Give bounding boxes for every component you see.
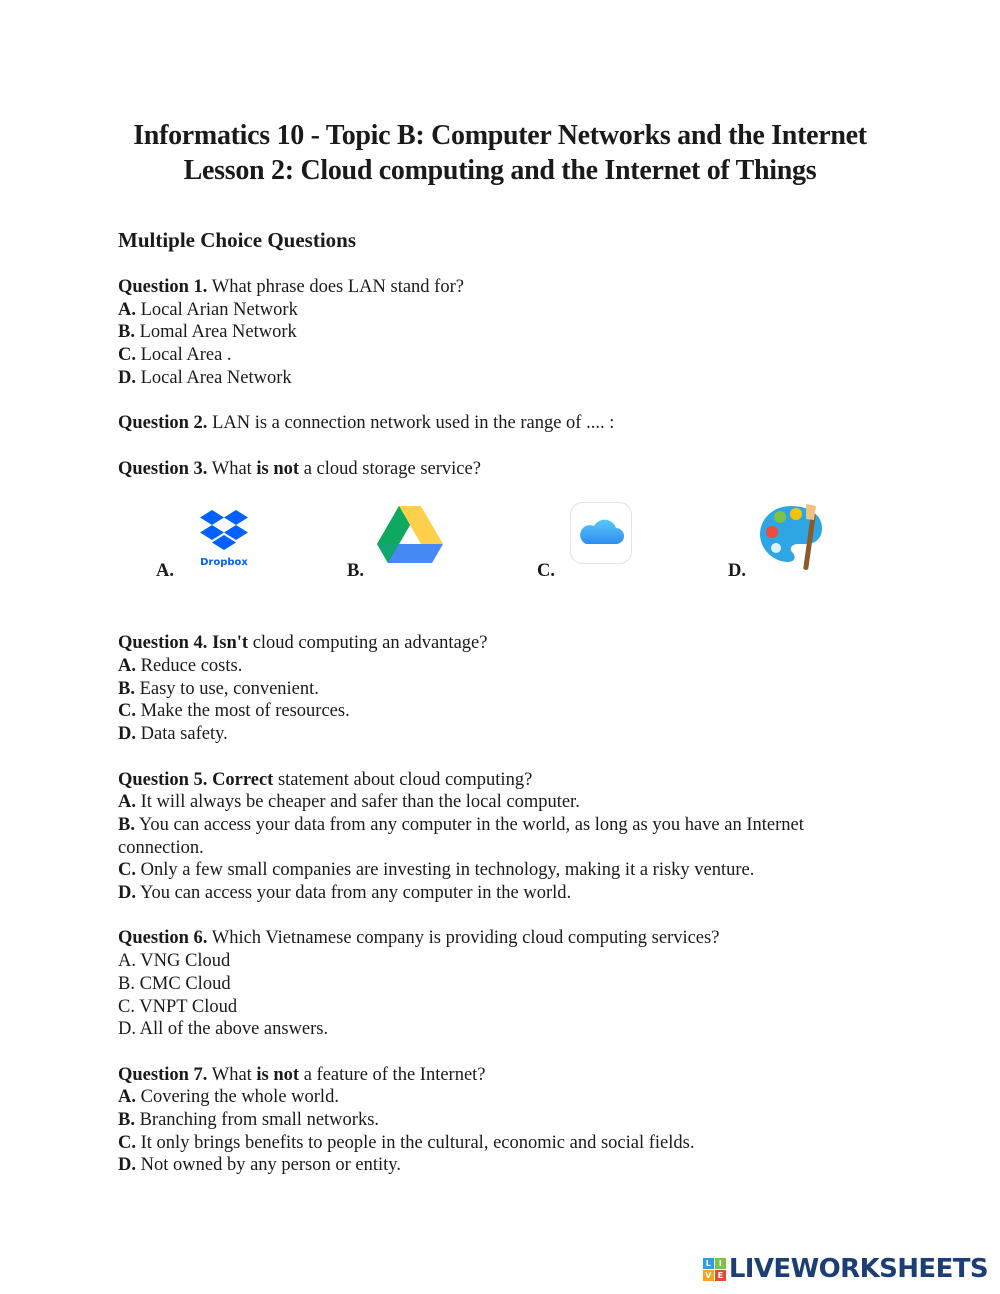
answer-option-c [118,344,858,367]
question-4 [118,632,858,746]
question-label: Question 5. [118,769,208,790]
paint-palette-icon [758,502,828,572]
answer-option-a [118,791,858,814]
answer-option-c [118,1132,858,1155]
answer-option-a [118,1086,858,1109]
option-letter: C. [118,701,136,722]
question-emphasis: Correct [207,769,274,790]
answer-option-c [118,700,858,723]
dropbox-icon [200,510,248,570]
option-letter: A. [156,561,174,582]
question-emphasis: Isn't [207,633,249,654]
image-option-c[interactable] [537,502,657,612]
option-letter: B. [118,322,135,343]
logo-badge-icon [703,1258,726,1281]
liveworksheets-logo[interactable] [703,1254,988,1284]
question-label: Question 1. [118,277,208,297]
answer-option-b: B. CMC Cloud [118,973,231,994]
option-letter: C. [537,561,555,582]
answer-option-a [118,655,858,678]
question-7-stem [118,1064,858,1087]
question-label: Question 6. [118,928,208,949]
question-6-stem [118,927,858,950]
logo-text: LIVEWORKSHEETS [728,1254,988,1284]
question-text: What [207,458,257,479]
option-text: Data safety. [136,724,228,745]
answer-option-a [118,299,858,322]
title-line-2: Lesson 2: Cloud computing and the Internet of Things [183,155,817,186]
question-2-stem [118,412,858,435]
option-letter: A. [118,656,136,676]
option-letter: B. [118,814,135,835]
option-letter: C. [118,345,136,366]
option-text: It will always be cheaper and safer than the local computer. [136,792,580,813]
option-letter: A. [118,792,136,813]
question-text: cloud computing an advantage? [248,633,488,654]
image-option-a[interactable] [156,502,256,612]
answer-option-c [118,859,858,882]
question-3 [118,458,858,613]
answer-option-d [118,367,858,390]
option-letter: B. [118,1110,135,1131]
option-letter: C. [118,860,136,881]
image-option-d[interactable] [728,502,848,612]
question-text: What phrase does LAN stand for? [207,277,464,297]
question-4-stem [118,632,858,655]
answer-option-b [118,814,858,859]
question-label: Question 7. [118,1064,208,1085]
image-options-row [118,502,858,612]
option-text: Local Area . [136,345,232,366]
page-title [0,118,1000,188]
answer-option-c: C. VNPT Cloud [118,996,238,1017]
option-text: Local Area Network [136,367,292,388]
option-letter: C. [118,1132,136,1153]
answer-option-b [118,1109,858,1132]
question-text: What [207,1064,257,1085]
option-letter: D. [118,367,136,388]
option-text: It only brings benefits to people in the cultural, economic and social fields. [136,1132,695,1153]
dropbox-caption: Dropbox [200,557,248,569]
question-5 [118,769,858,905]
option-letter: D. [118,883,136,904]
answer-option-d [118,723,858,746]
image-option-b[interactable] [347,502,457,612]
question-3-stem [118,458,858,481]
badge-letter-l: L [703,1258,714,1269]
option-text: Only a few small companies are investing in technology, making it a risky venture. [136,860,755,881]
question-text: LAN is a connection network used in the range of .... : [207,413,615,434]
question-7 [118,1064,858,1178]
google-drive-icon [377,506,443,566]
option-letter: B. [118,678,135,699]
title-line-1: Informatics 10 - Topic B: Computer Networks and the Internet [133,120,867,151]
option-text: You can access your data from any computer in the world, as long as you have an Internet connection. [118,814,804,858]
questions-container [118,276,858,1200]
question-emphasis: is not [256,458,300,479]
icloud-icon [570,502,632,564]
badge-letter-v: V [703,1270,714,1281]
option-text: Not owned by any person or entity. [136,1155,401,1176]
option-letter: A. [118,1087,136,1108]
answer-option-d: D. All of the above answers. [118,1019,329,1040]
option-text: Covering the whole world. [136,1087,339,1108]
option-text: You can access your data from any computer in the world. [136,883,572,904]
section-heading: Multiple Choice Questions [118,228,357,252]
option-text: Easy to use, convenient. [134,678,319,699]
question-label: Question 2. [118,413,208,434]
option-letter: A. [118,299,136,320]
option-text: Local Arian Network [136,299,298,320]
option-letter: D. [118,1155,136,1176]
answer-option-d [118,882,858,905]
option-letter: B. [347,561,364,582]
option-letter: D. [728,561,746,582]
badge-letter-e: E [715,1270,726,1281]
question-text: Which Vietnamese company is providing cloud computing services? [207,928,720,949]
option-letter: D. [118,724,136,745]
question-label: Question 4. [118,633,208,654]
option-text: Reduce costs. [136,656,243,676]
question-1-stem [118,276,858,299]
question-1 [118,276,858,390]
answer-option-b [118,321,858,344]
question-emphasis: is not [256,1064,300,1085]
option-text: Branching from small networks. [134,1110,380,1131]
question-label: Question 3. [118,458,208,479]
answer-option-d [118,1154,858,1177]
question-5-stem [118,769,858,792]
question-text: a cloud storage service? [299,458,481,479]
answer-option-a: A. VNG Cloud [118,951,231,972]
question-2 [118,412,858,435]
badge-letter-i: I [715,1258,726,1269]
option-text: Lomal Area Network [134,322,297,343]
question-text: statement about cloud computing? [273,769,533,790]
question-text: a feature of the Internet? [299,1064,486,1085]
option-text: Make the most of resources. [136,701,350,722]
question-6 [118,927,858,1041]
answer-option-b [118,678,858,701]
